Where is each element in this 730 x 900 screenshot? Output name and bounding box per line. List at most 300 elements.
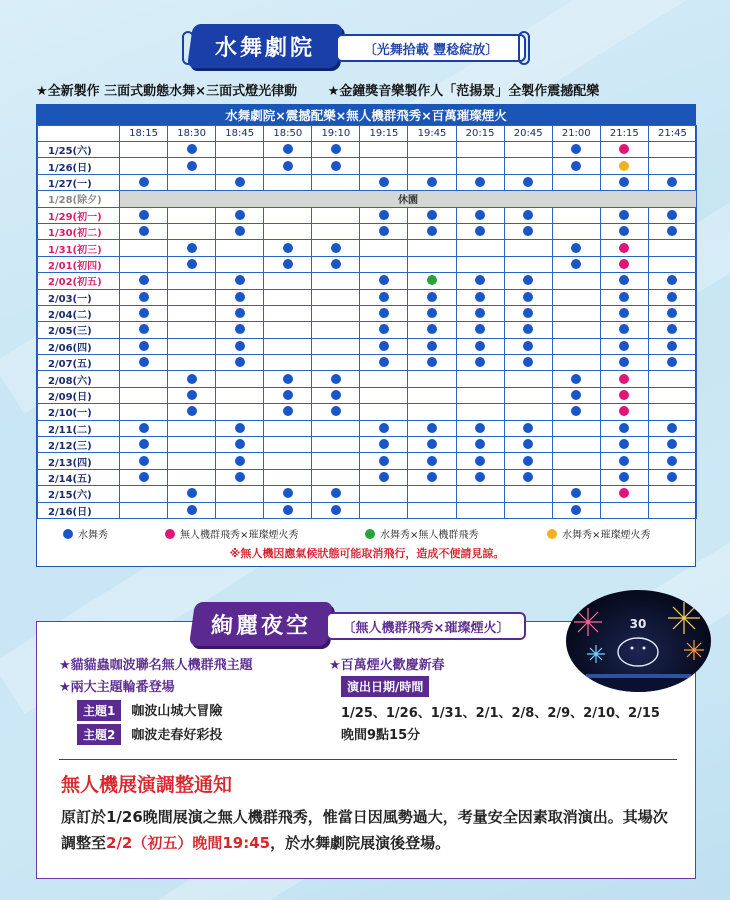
- schedule-cell: [504, 469, 552, 485]
- show-dot: [427, 341, 437, 351]
- theme2-text: 咖波走春好彩投: [131, 728, 223, 743]
- schedule-cell: [600, 256, 648, 272]
- legend: [37, 522, 697, 544]
- time-header-cell: 21:15: [600, 126, 648, 142]
- schedule-cell: [600, 355, 648, 371]
- schedule-cell: [456, 420, 504, 436]
- schedule-cell: [120, 486, 168, 502]
- show-dot: [331, 488, 341, 498]
- schedule-cell: [168, 338, 216, 354]
- schedule-cell: [168, 355, 216, 371]
- show-dot: [475, 456, 485, 466]
- show-dot: [523, 456, 533, 466]
- water-theater-header: [178, 20, 543, 76]
- legend-item: [365, 526, 478, 541]
- show-dot: [667, 292, 677, 302]
- schedule-cell: [456, 502, 504, 518]
- schedule-cell: [648, 207, 696, 223]
- fireworks-time: 晚間9點15分: [341, 728, 421, 743]
- schedule-cell: [168, 305, 216, 321]
- schedule-cell: [264, 256, 312, 272]
- schedule-cell: [120, 420, 168, 436]
- schedule-cell: [456, 289, 504, 305]
- schedule-cell: [360, 223, 408, 239]
- schedule-cell: [408, 158, 456, 174]
- schedule-cell: [312, 437, 360, 453]
- show-dot: [667, 324, 677, 334]
- table-row: [38, 371, 697, 387]
- time-header-cell: 21:00: [552, 126, 600, 142]
- schedule-cell: [456, 469, 504, 485]
- legend-label: 水舞秀×無人機群飛秀: [380, 530, 479, 541]
- show-dot: [427, 292, 437, 302]
- schedule-cell: [456, 404, 504, 420]
- schedule-title: 水舞劇院×震撼配樂×無人機群飛秀×百萬璀璨煙火: [37, 105, 695, 125]
- schedule-cell: [216, 387, 264, 403]
- schedule-cell: [312, 371, 360, 387]
- schedule-cell: [504, 387, 552, 403]
- show-dot: [283, 374, 293, 384]
- show-dot: [283, 505, 293, 515]
- schedule-cell: [408, 502, 456, 518]
- schedule-cell: [456, 256, 504, 272]
- fireworks-illustration: [566, 590, 711, 692]
- date-cell: 2/03(一): [38, 289, 120, 305]
- show-dot: [619, 456, 629, 466]
- show-dot: [139, 226, 149, 236]
- date-cell: 1/30(初二): [38, 223, 120, 239]
- show-dot: [331, 390, 341, 400]
- schedule-cell: [216, 142, 264, 158]
- schedule-cell: [456, 142, 504, 158]
- show-dot: [619, 226, 629, 236]
- fireworks-photo: [566, 590, 711, 692]
- schedule-cell: [312, 158, 360, 174]
- schedule-cell: [504, 240, 552, 256]
- schedule-cell: [120, 223, 168, 239]
- theme1-badge: 主題1: [77, 700, 121, 721]
- schedule-cell: [312, 256, 360, 272]
- schedule-cell: [312, 469, 360, 485]
- table-row: [38, 289, 697, 305]
- show-dot: [235, 472, 245, 482]
- show-dot: [667, 456, 677, 466]
- schedule-cell: [264, 371, 312, 387]
- show-dot: [379, 423, 389, 433]
- schedule-cell: [264, 174, 312, 190]
- schedule-cell: [648, 420, 696, 436]
- schedule-cell: [264, 453, 312, 469]
- show-dot: [379, 324, 389, 334]
- schedule-cell: [408, 486, 456, 502]
- show-dot: [619, 472, 629, 482]
- show-dot: [667, 357, 677, 367]
- date-cell: 2/15(六): [38, 486, 120, 502]
- show-dot: [619, 177, 629, 187]
- show-dot: [139, 357, 149, 367]
- show-dot: [475, 472, 485, 482]
- show-dot: [283, 406, 293, 416]
- schedule-cell: [504, 486, 552, 502]
- schedule-cell: [504, 322, 552, 338]
- schedule-cell: [456, 207, 504, 223]
- show-dot: [427, 324, 437, 334]
- schedule-cell: [216, 256, 264, 272]
- schedule-cell: [216, 289, 264, 305]
- date-cell: 1/31(初三): [38, 240, 120, 256]
- show-dot: [139, 292, 149, 302]
- schedule-cell: [120, 305, 168, 321]
- show-dot: [475, 226, 485, 236]
- show-dot: [379, 292, 389, 302]
- schedule-cell: [216, 404, 264, 420]
- schedule-cell: [552, 486, 600, 502]
- show-dot: [571, 374, 581, 384]
- schedule-cell: [360, 142, 408, 158]
- schedule-cell: [504, 207, 552, 223]
- show-dot: [235, 341, 245, 351]
- schedule-cell: [216, 486, 264, 502]
- show-dot: [667, 177, 677, 187]
- schedule-cell: [504, 289, 552, 305]
- schedule-cell: [264, 289, 312, 305]
- schedule-cell: [216, 502, 264, 518]
- show-dot: [523, 177, 533, 187]
- theme2-badge: 主題2: [77, 724, 121, 745]
- schedule-cell: [216, 453, 264, 469]
- show-dot: [331, 259, 341, 269]
- schedule-cell: [504, 223, 552, 239]
- table-row: [38, 207, 697, 223]
- schedule-cell: [648, 387, 696, 403]
- show-dot: [427, 177, 437, 187]
- notice-highlight: 2/2（初五）晚間19:45: [106, 834, 271, 852]
- show-dot: [619, 439, 629, 449]
- schedule-cell: [216, 437, 264, 453]
- schedule-cell: [408, 437, 456, 453]
- legend-item: [63, 526, 108, 541]
- schedule-cell: [264, 437, 312, 453]
- feature-2: ★金鐘獎音樂製作人「范揚景」全製作震撼配樂: [327, 84, 600, 99]
- table-row: [38, 191, 697, 207]
- schedule-cell: [120, 322, 168, 338]
- schedule-cell: [600, 207, 648, 223]
- schedule-cell: [264, 420, 312, 436]
- schedule-cell: [600, 273, 648, 289]
- schedule-cell: [552, 273, 600, 289]
- show-dot: [283, 144, 293, 154]
- schedule-cell: [456, 158, 504, 174]
- schedule-cell: [456, 322, 504, 338]
- schedule-cell: [600, 240, 648, 256]
- show-dot: [235, 275, 245, 285]
- time-header-cell: 18:50: [264, 126, 312, 142]
- schedule-cell: [264, 469, 312, 485]
- show-dot: [235, 210, 245, 220]
- time-header-cell: 19:15: [360, 126, 408, 142]
- schedule-cell: [360, 453, 408, 469]
- schedule-cell: [264, 387, 312, 403]
- schedule-cell: [360, 322, 408, 338]
- show-dot: [475, 177, 485, 187]
- right-heading: ★百萬煙火歡慶新春: [329, 658, 445, 673]
- schedule-cell: [360, 289, 408, 305]
- schedule-cell: [360, 207, 408, 223]
- schedule-cell: [168, 322, 216, 338]
- schedule-cell: [408, 420, 456, 436]
- schedule-cell: [408, 305, 456, 321]
- schedule-cell: [552, 289, 600, 305]
- show-dot: [187, 259, 197, 269]
- schedule-cell: [360, 469, 408, 485]
- schedule-cell: [552, 371, 600, 387]
- legend-item: [547, 526, 650, 541]
- drone-weather-note: ※無人機因應氣候狀態可能取消飛行，造成不便請見諒。: [229, 547, 505, 560]
- schedule-cell: [504, 355, 552, 371]
- schedule-cell: [168, 387, 216, 403]
- schedule-cell: [312, 355, 360, 371]
- show-dot: [619, 423, 629, 433]
- table-row: [38, 256, 697, 272]
- table-row: [38, 223, 697, 239]
- schedule-cell: [648, 355, 696, 371]
- show-dot: [523, 210, 533, 220]
- schedule-cell: [360, 404, 408, 420]
- schedule-cell: [168, 174, 216, 190]
- table-row: [38, 240, 697, 256]
- show-dot: [379, 456, 389, 466]
- schedule-cell: [216, 223, 264, 239]
- date-cell: 2/11(二): [38, 420, 120, 436]
- show-dot: [667, 210, 677, 220]
- schedule-cell: [600, 469, 648, 485]
- schedule-cell: [312, 240, 360, 256]
- show-dot: [235, 292, 245, 302]
- left-heading-1: ★貓貓蟲咖波聯名無人機群飛主題: [59, 658, 253, 673]
- show-dot: [619, 243, 629, 253]
- show-dot: [427, 275, 437, 285]
- show-dot: [427, 308, 437, 318]
- schedule-cell: [600, 502, 648, 518]
- date-cell: 2/08(六): [38, 371, 120, 387]
- date-cell: 2/13(四): [38, 453, 120, 469]
- schedule-cell: [168, 273, 216, 289]
- schedule-cell: [120, 338, 168, 354]
- schedule-cell: [600, 371, 648, 387]
- date-cell: 2/12(三): [38, 437, 120, 453]
- show-dot: [571, 144, 581, 154]
- show-dot: [283, 243, 293, 253]
- schedule-cell: [168, 502, 216, 518]
- table-row: [38, 322, 697, 338]
- show-dot: [667, 439, 677, 449]
- schedule-cell: [504, 338, 552, 354]
- schedule-cell: [504, 142, 552, 158]
- schedule-cell: [648, 174, 696, 190]
- schedule-cell: [168, 371, 216, 387]
- schedule-cell: [360, 355, 408, 371]
- feature-1: ★全新製作 三面式動態水舞×三面式燈光律動: [36, 84, 298, 99]
- schedule-cell: [408, 469, 456, 485]
- show-dot: [571, 161, 581, 171]
- show-dot: [619, 292, 629, 302]
- show-dot: [187, 406, 197, 416]
- schedule-cell: [120, 273, 168, 289]
- section2-title: 絢麗夜空: [210, 613, 311, 639]
- show-dot: [379, 472, 389, 482]
- schedule-cell: [264, 338, 312, 354]
- schedule-cell: [552, 240, 600, 256]
- schedule-cell: [360, 420, 408, 436]
- show-dot: [667, 472, 677, 482]
- show-dot: [475, 324, 485, 334]
- schedule-cell: [600, 223, 648, 239]
- schedule-cell: [168, 223, 216, 239]
- schedule-cell: [456, 437, 504, 453]
- schedule-cell: [264, 502, 312, 518]
- schedule-cell: [312, 207, 360, 223]
- show-dot: [523, 226, 533, 236]
- show-dot: [235, 439, 245, 449]
- schedule-cell: [408, 223, 456, 239]
- schedule-cell: [456, 223, 504, 239]
- schedule-cell: [264, 223, 312, 239]
- show-dot: [379, 341, 389, 351]
- show-dot: [619, 210, 629, 220]
- show-dot: [187, 390, 197, 400]
- schedule-cell: [552, 322, 600, 338]
- show-dot: [475, 275, 485, 285]
- schedule-cell: [552, 207, 600, 223]
- legend-dot: [365, 529, 375, 539]
- schedule-cell: [408, 240, 456, 256]
- closed-cell: 休園: [120, 191, 697, 207]
- show-dot: [139, 275, 149, 285]
- schedule-cell: [312, 305, 360, 321]
- time-header-cell: 20:45: [504, 126, 552, 142]
- schedule-cell: [552, 387, 600, 403]
- show-dot: [331, 243, 341, 253]
- schedule-cell: [216, 371, 264, 387]
- show-dot: [139, 177, 149, 187]
- schedule-cell: [648, 371, 696, 387]
- date-cell: 2/14(五): [38, 469, 120, 485]
- section2-tagline: 〔無人機群飛秀×璀璨煙火〕: [326, 612, 526, 640]
- schedule-cell: [120, 158, 168, 174]
- show-dot: [235, 357, 245, 367]
- show-dot: [187, 488, 197, 498]
- date-cell: 2/09(日): [38, 387, 120, 403]
- schedule-cell: [120, 174, 168, 190]
- schedule-cell: [456, 387, 504, 403]
- show-dot: [379, 308, 389, 318]
- show-dot: [667, 308, 677, 318]
- schedule-cell: [168, 158, 216, 174]
- show-dot: [187, 161, 197, 171]
- schedule-cell: [120, 502, 168, 518]
- notice-title: 無人機展演調整通知: [61, 774, 233, 796]
- schedule-cell: [312, 387, 360, 403]
- time-header-cell: 21:45: [648, 126, 696, 142]
- schedule-cell: [312, 223, 360, 239]
- show-dot: [187, 374, 197, 384]
- show-dot: [571, 243, 581, 253]
- schedule-cell: [408, 355, 456, 371]
- schedule-cell: [120, 355, 168, 371]
- show-dot: [667, 423, 677, 433]
- show-dot: [379, 357, 389, 367]
- schedule-cell: [312, 174, 360, 190]
- date-cell: 2/02(初五): [38, 273, 120, 289]
- schedule-cell: [360, 174, 408, 190]
- schedule-cell: [648, 305, 696, 321]
- schedule-cell: [264, 142, 312, 158]
- table-row: [38, 174, 697, 190]
- schedule-cell: [600, 420, 648, 436]
- theme-1: [77, 700, 222, 721]
- show-dot: [571, 390, 581, 400]
- schedule-cell: [168, 453, 216, 469]
- show-dot: [235, 456, 245, 466]
- time-header-row: [38, 126, 697, 142]
- table-row: [38, 502, 697, 518]
- schedule-cell: [312, 338, 360, 354]
- schedule-cell: [168, 469, 216, 485]
- schedule-cell: [120, 256, 168, 272]
- schedule-cell: [168, 404, 216, 420]
- show-dot: [139, 439, 149, 449]
- schedule-cell: [552, 502, 600, 518]
- schedule-cell: [456, 273, 504, 289]
- schedule-cell: [360, 240, 408, 256]
- schedule-cell: [600, 158, 648, 174]
- schedule-cell: [312, 420, 360, 436]
- schedule-cell: [264, 240, 312, 256]
- show-dot: [523, 357, 533, 367]
- show-dot: [619, 259, 629, 269]
- date-cell: 2/06(四): [38, 338, 120, 354]
- show-dot: [619, 357, 629, 367]
- table-row: [38, 158, 697, 174]
- schedule-cell: [360, 502, 408, 518]
- schedule-cell: [216, 420, 264, 436]
- show-dot: [619, 161, 629, 171]
- show-dot: [523, 423, 533, 433]
- show-dot: [139, 472, 149, 482]
- show-dot: [427, 226, 437, 236]
- show-dot: [523, 324, 533, 334]
- schedule-cell: [168, 240, 216, 256]
- schedule-cell: [504, 273, 552, 289]
- schedule-cell: [552, 420, 600, 436]
- show-dot: [667, 226, 677, 236]
- show-dot: [283, 390, 293, 400]
- schedule-cell: [648, 502, 696, 518]
- schedule-cell: [648, 322, 696, 338]
- show-dot: [619, 324, 629, 334]
- legend-dot: [547, 529, 557, 539]
- show-dot: [379, 439, 389, 449]
- show-dot: [475, 308, 485, 318]
- date-cell: 1/25(六): [38, 142, 120, 158]
- show-dot: [139, 423, 149, 433]
- schedule-cell: [264, 404, 312, 420]
- schedule-cell: [648, 469, 696, 485]
- show-dot: [331, 374, 341, 384]
- show-dot: [283, 259, 293, 269]
- schedule-cell: [360, 387, 408, 403]
- show-dot: [523, 439, 533, 449]
